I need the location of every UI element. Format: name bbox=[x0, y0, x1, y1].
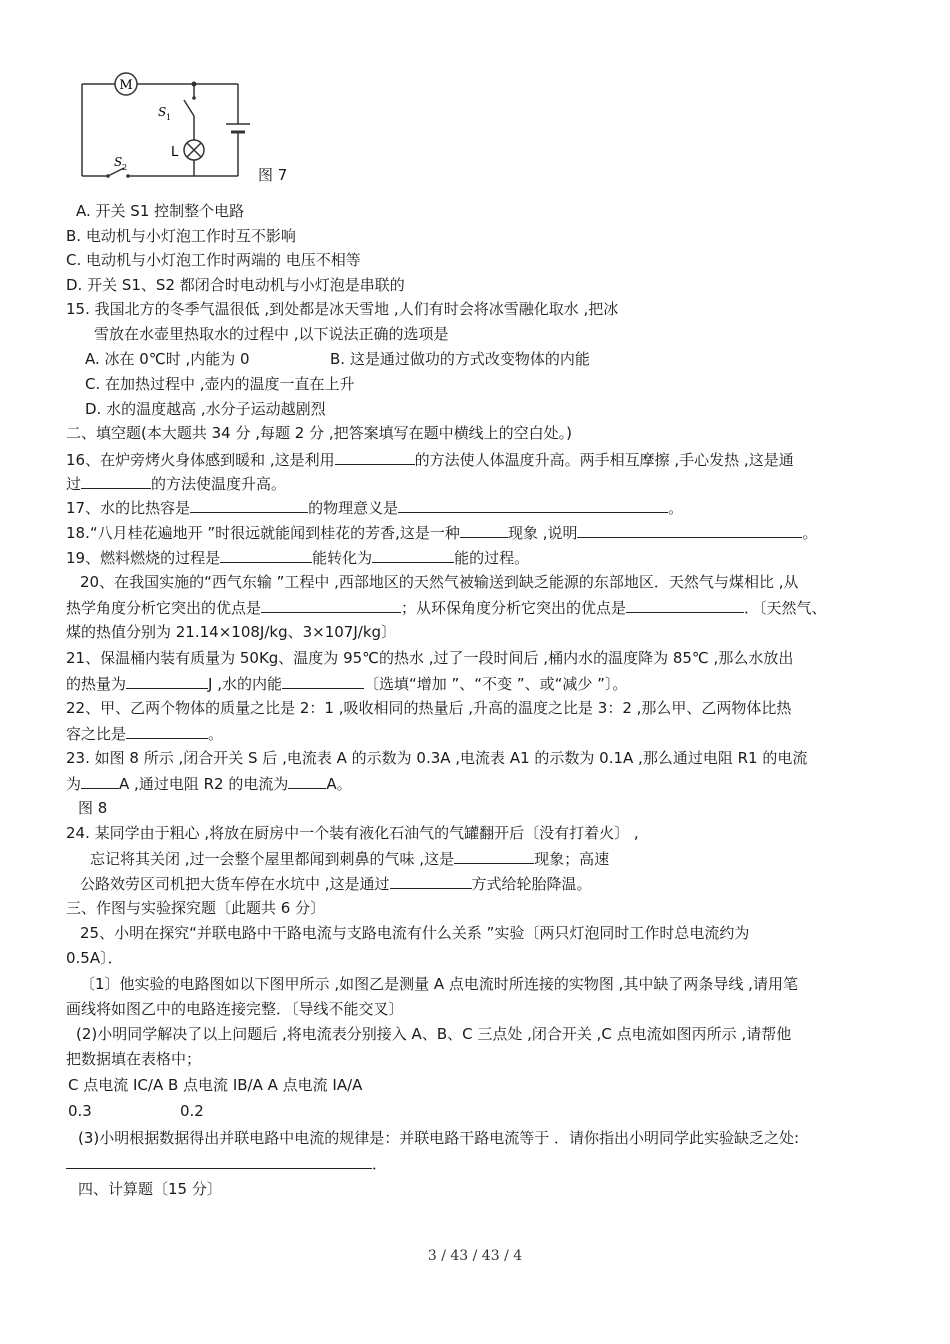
q25-table-value-c: 0.3 bbox=[68, 1102, 92, 1120]
answer-blank[interactable] bbox=[335, 449, 415, 465]
q22-line-2: 容之比是 。 bbox=[66, 725, 224, 743]
q23-line-2: 为 A ,通过电阻 R2 的电流为 A。 bbox=[66, 775, 352, 793]
circuit-diagram-figure-7 bbox=[70, 68, 250, 188]
q20-line-2: 热学角度分析它突出的优点是 ；从环保角度分析它突出的优点是 ．〔天然气、 bbox=[66, 599, 827, 617]
q14-option-d: D. 开关 S1、S2 都闭合时电动机与小灯泡是串联的 bbox=[66, 276, 405, 294]
q25-part-3-line-1: (3)小明根据数据得出并联电路中电流的规律是：并联电路干路电流等于 ．请你指出小明同学此实验缺乏之处: bbox=[78, 1129, 800, 1147]
q14-option-a: A. 开关 S1 控制整个电路 bbox=[76, 202, 245, 220]
switch-s1-label: S bbox=[158, 105, 167, 119]
answer-blank[interactable] bbox=[190, 497, 308, 513]
q20-line-3: 煤的热值分别为 21.14×108J/kg、3×107J/kg〕 bbox=[66, 623, 397, 641]
q15-option-b: B. 这是通过做功的方式改变物体的内能 bbox=[330, 350, 590, 368]
q25-part-1-line-2: 画线将如图乙中的电路连接完整．〔导线不能交叉〕 bbox=[66, 1000, 404, 1018]
q19-line: 19、燃料燃烧的过程是 能转化为 能的过程。 bbox=[66, 549, 530, 567]
q25-part-3-line-2: ． bbox=[66, 1153, 387, 1174]
q15-option-c: C. 在加热过程中 ,壶内的温度一直在上升 bbox=[85, 375, 355, 393]
q25-table-header: C 点电流 IC/A B 点电流 IB/A A 点电流 IA/A bbox=[68, 1076, 363, 1094]
page-number: 3 / 43 / 43 / 4 bbox=[427, 1248, 523, 1264]
q25-part-2-line-1: (2)小明同学解决了以上问题后 ,将电流表分别接入 A、B、C 三点处 ,闭合开关 ,C 点电流如图丙所示 ,请帮他 bbox=[76, 1025, 792, 1043]
q25-line-2: 0.5A〕． bbox=[66, 949, 123, 967]
answer-blank[interactable] bbox=[398, 497, 668, 513]
answer-blank[interactable] bbox=[288, 773, 326, 789]
q24-line-1: 24. 某同学由于粗心 ,将放在厨房中一个装有液化石油气的气罐翻开后〔没有打着火〕 , bbox=[66, 824, 639, 842]
figure-7-caption: 图 7 bbox=[258, 166, 288, 184]
switch-s2-subscript: 2 bbox=[122, 163, 128, 172]
answer-blank[interactable] bbox=[81, 773, 119, 789]
q22-line-1: 22、甲、乙两个物体的质量之比是 2：1 ,吸收相同的热量后 ,升高的温度之比是 3：2 ,那么甲、乙两物体比热 bbox=[66, 699, 792, 717]
q25-table-value-b: 0.2 bbox=[180, 1102, 204, 1120]
q14-option-c: C. 电动机与小灯泡工作时两端的 电压不相等 bbox=[66, 251, 361, 269]
figure-8-caption: 图 8 bbox=[78, 799, 108, 817]
switch-s1-subscript: 1 bbox=[166, 113, 172, 122]
answer-blank[interactable] bbox=[220, 547, 312, 563]
q25-line-1: 25、小明在探究“并联电路中干路电流与支路电流有什么关系 ”实验〔两只灯泡同时工作时总电流约为 bbox=[80, 924, 750, 942]
answer-blank[interactable] bbox=[126, 673, 208, 689]
answer-blank[interactable] bbox=[372, 547, 454, 563]
q15-option-a: A. 冰在 0℃时 ,内能为 0 bbox=[85, 350, 250, 368]
q25-part-2-line-2: 把数据填在表格中； bbox=[66, 1050, 202, 1068]
answer-blank[interactable] bbox=[577, 522, 802, 538]
answer-blank[interactable] bbox=[126, 723, 208, 739]
section-3-heading: 三、作图与实验探究题〔此题共 6 分〕 bbox=[66, 899, 326, 917]
lamp-label: L bbox=[171, 145, 179, 160]
q17-line: 17、水的比热容是 的物理意义是 。 bbox=[66, 499, 684, 517]
answer-blank[interactable] bbox=[81, 473, 151, 489]
answer-blank[interactable] bbox=[460, 522, 508, 538]
q24-line-2: 忘记将其关闭 ,过一会整个屋里都闻到刺鼻的气味 ,这是 现象；高速 bbox=[90, 850, 610, 868]
switch-s2-label: S bbox=[114, 155, 123, 169]
q20-line-1: 20、在我国实施的“西气东输 ”工程中 ,西部地区的天然气被输送到缺乏能源的东部地区．天然气与煤相比 ,从 bbox=[80, 573, 799, 591]
q15-option-d: D. 水的温度越高 ,水分子运动越剧烈 bbox=[85, 400, 326, 418]
q14-option-b: B. 电动机与小灯泡工作时互不影响 bbox=[66, 227, 296, 245]
q18-line: 18.“八月桂花遍地开 ”时很远就能闻到桂花的芳香,这是一种 现象 ,说明 。 bbox=[66, 524, 818, 542]
q21-line-1: 21、保温桶内装有质量为 50Kg、温度为 95℃的热水 ,过了一段时间后 ,桶内水的温度降为 85℃ ,那么水放出 bbox=[66, 649, 794, 667]
q16-line-1: 16、在炉旁烤火身体感到暖和 ,这是利用 的方法使人体温度升高。两手相互摩擦 ,手心发热 ,这是通 bbox=[66, 451, 794, 469]
answer-blank[interactable] bbox=[626, 597, 744, 613]
section-2-heading: 二、填空题(本大题共 34 分 ,每题 2 分 ,把答案填写在题中横线上的空白处。) bbox=[66, 424, 572, 442]
q15-stem-line-2: 雪放在水壶里热取水的过程中 ,以下说法正确的选项是 bbox=[94, 325, 449, 343]
answer-blank[interactable] bbox=[390, 873, 472, 889]
q21-line-2: 的热量为 J ,水的内能 〔选填“增加 ”、“不变 ”、或“减少 ”〕。 bbox=[66, 675, 628, 693]
section-4-heading: 四、计算题〔15 分〕 bbox=[78, 1180, 222, 1198]
answer-blank[interactable] bbox=[66, 1153, 372, 1169]
answer-blank[interactable] bbox=[454, 848, 534, 864]
q23-line-1: 23. 如图 8 所示 ,闭合开关 S 后 ,电流表 A 的示数为 0.3A ,电流表 A1 的示数为 0.1A ,那么通过电阻 R1 的电流 bbox=[66, 749, 808, 767]
answer-blank[interactable] bbox=[261, 597, 401, 613]
q15-stem-line-1: 15. 我国北方的冬季气温很低 ,到处都是冰天雪地 ,人们有时会将冰雪融化取水 ,把冰 bbox=[66, 300, 619, 318]
q24-line-3: 公路效劳区司机把大货车停在水坑中 ,这是通过 方式给轮胎降温。 bbox=[80, 875, 592, 893]
q25-part-1-line-1: 〔1〕他实验的电路图如以下图甲所示 ,如图乙是测量 A 点电流时所连接的实物图 ,其中缺了两条导线 ,请用笔 bbox=[80, 975, 798, 993]
answer-blank[interactable] bbox=[282, 673, 364, 689]
q16-line-2: 过 的方法使温度升高。 bbox=[66, 475, 287, 493]
motor-label: M bbox=[119, 78, 133, 93]
